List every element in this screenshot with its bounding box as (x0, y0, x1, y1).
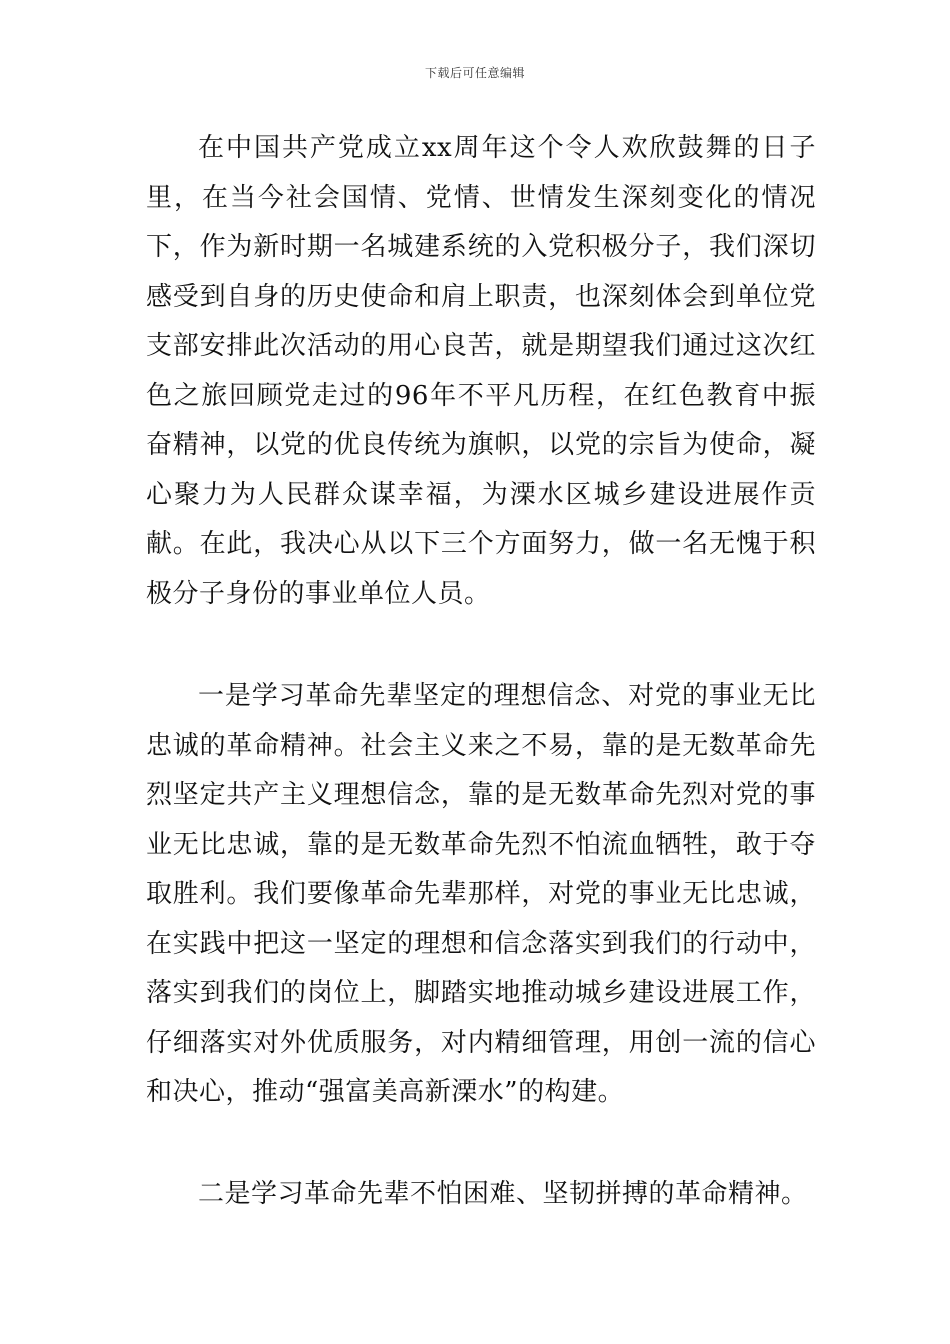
header-note: 下载后可任意编辑 (424, 66, 525, 80)
paragraph-point-two: 二是学习革命先辈不怕困难、坚韧拼搏的革命精神。 (198, 1179, 808, 1209)
paragraph-intro: 在中国共产党成立xx周年这个令人欢欣鼓舞的日子里，在当今社会国情、党情、世情发生深刻变化的情况下，作为新时期一名城建系统的入党积极分子，我们深切感受到自身的历史使命和肩上职责，也深刻体会到单位党支部安排此次活动的用心良苦，就是期望我们通过这次红色之旅回顾党走过的96年不平凡历程，在红色教育中振奋精神，以党的优良传统为旗帜，以党的宗旨为使命，凝心聚力为人民群众谋幸福，为溧水区城乡建设进展作贡献。在此，我决心从以下三个方面努力，做一名无愧于积极分子身份的事业单位人员。 (146, 133, 816, 609)
paragraph-point-one: 一是学习革命先辈坚定的理想信念、对党的事业无比忠诚的革命精神。社会主义来之不易，靠的是无数革命先烈坚定共产主义理想信念，靠的是无数革命先烈对党的事业无比忠诚，靠的是无数革命先烈不怕流血牺牲，敢于夺取胜利。我们要像革命先辈那样，对党的事业无比忠诚，在实践中把这一坚定的理想和信念落实到我们的行动中，落实到我们的岗位上，脚踏实地推动城乡建设进展工作，仔细落实对外优质服务，对内精细管理，用创一流的信心和决心，推动“强富美高新溧水”的构建。 (146, 681, 816, 1107)
